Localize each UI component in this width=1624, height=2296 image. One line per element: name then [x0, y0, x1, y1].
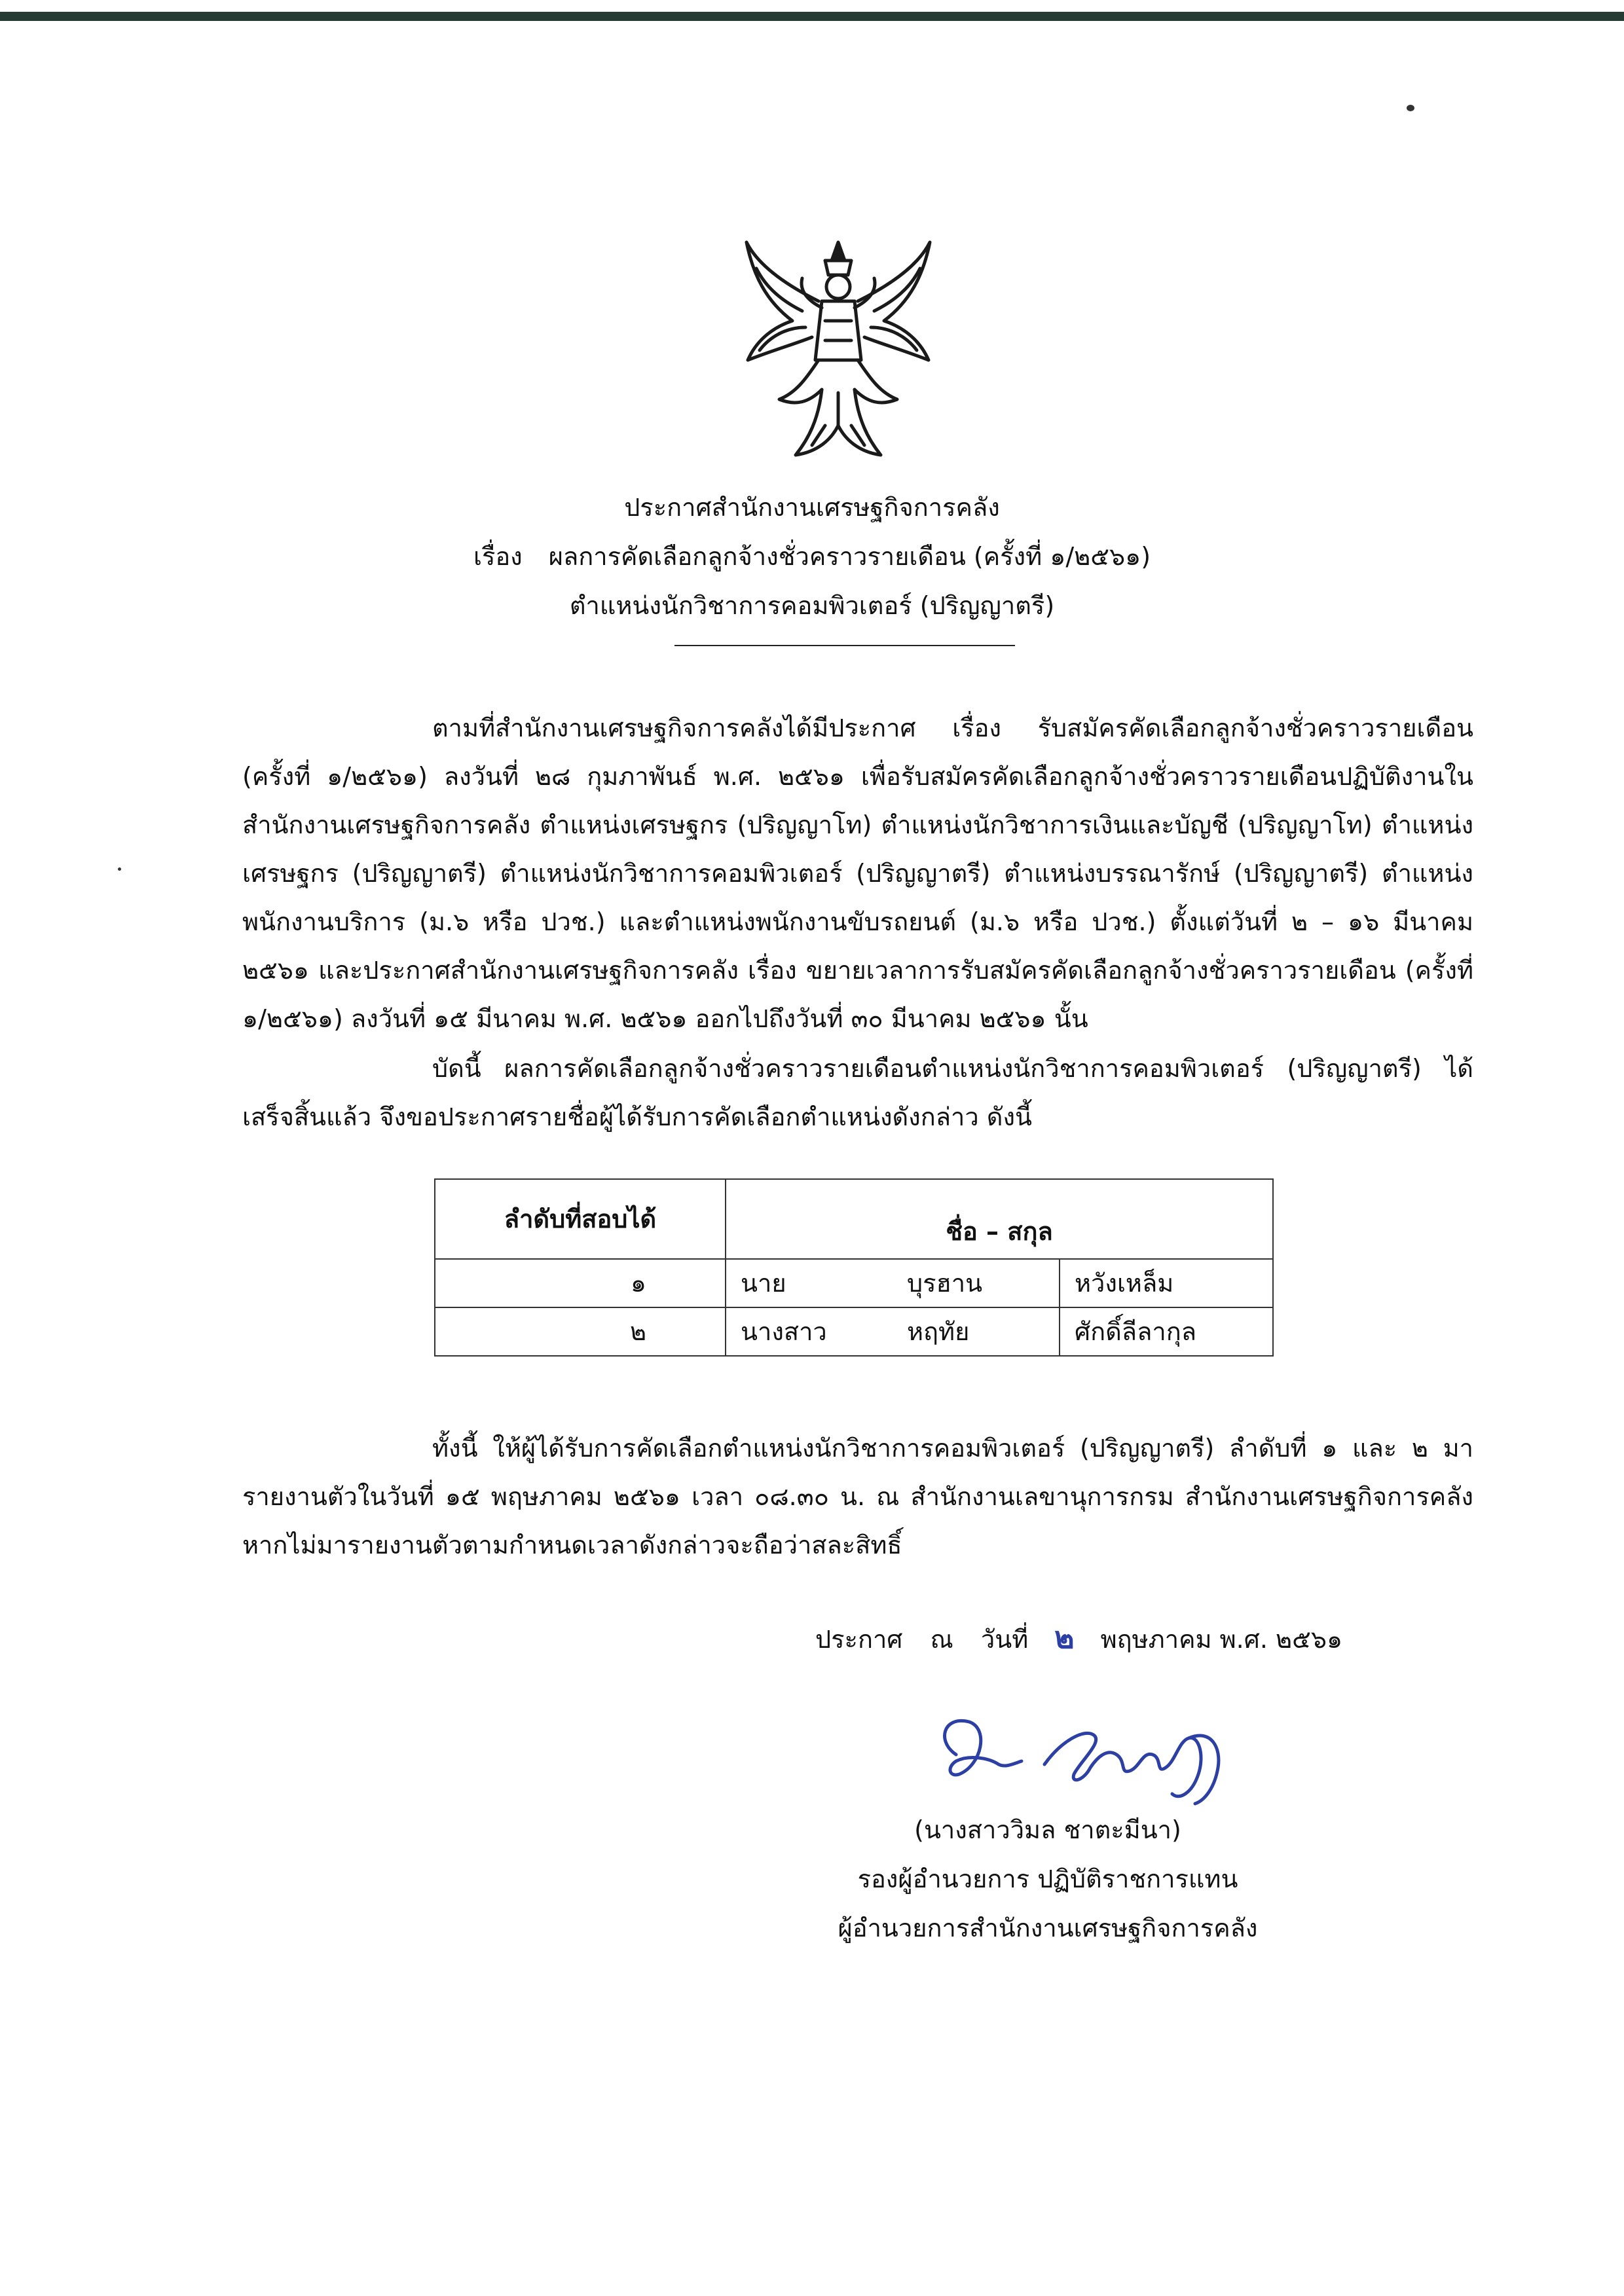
last-name-cell: ศักดิ์ลีลากุล	[1060, 1307, 1273, 1356]
announcement-date	[815, 1614, 1342, 1662]
first-name-cell: หฤทัย	[893, 1307, 1060, 1356]
scan-speck	[118, 867, 121, 871]
scan-top-edge	[0, 12, 1624, 21]
column-header-rank: ลำดับที่สอบได้	[435, 1179, 726, 1259]
table-row	[435, 1259, 1273, 1307]
day-label: วันที่	[980, 1625, 1029, 1654]
announcement-title: ประกาศสำนักงานเศรษฐกิจการคลัง	[624, 493, 1000, 522]
announcement-subject	[0, 537, 1624, 577]
handwritten-day: ๒	[1054, 1620, 1075, 1655]
signer-role: รองผู้อำนวยการ ปฏิบัติราชการแทน	[857, 1865, 1238, 1893]
table-row	[435, 1307, 1273, 1356]
first-name-cell: บุรฮาน	[893, 1259, 1060, 1307]
title-cell: นาย	[726, 1259, 893, 1307]
column-header-name: ชื่อ – สกุล	[726, 1179, 1273, 1259]
signer-organization: ผู้อำนวยการสำนักงานเศรษฐกิจการคลัง	[838, 1914, 1258, 1942]
title-cell: นางสาว	[726, 1307, 893, 1356]
month-year: พฤษภาคม พ.ศ. ๒๕๖๑	[1100, 1625, 1343, 1654]
announce-word: ประกาศ	[815, 1625, 903, 1654]
position-title: ตำแหน่งนักวิชาการคอมพิวเตอร์ (ปริญญาตรี)	[569, 591, 1055, 620]
body-paragraph-2: บัดนี้ ผลการคัดเลือกลูกจ้างชั่วคราวรายเดือนตำแหน่งนักวิชาการคอมพิวเตอร์ (ปริญญาตรี) ได้เสร็จสิ้นแล้ว จึงขอประกาศรายชื่อผู้ได้รับการคัดเลือกตำแหน่งดังกล่าว ดังนี้	[242, 1054, 1473, 1131]
at-word: ณ	[930, 1625, 953, 1654]
garuda-emblem	[733, 229, 943, 471]
subject-text: ผลการคัดเลือกลูกจ้างชั่วคราวรายเดือน (ครั้งที่ ๑/๒๕๖๑)	[548, 542, 1151, 571]
rank-cell: ๑	[435, 1259, 726, 1307]
scan-speck	[1407, 105, 1414, 111]
title-divider	[674, 645, 1015, 646]
signer-name: (นางสาววิมล ชาตะมีนา)	[914, 1815, 1181, 1844]
rank-cell: ๒	[435, 1307, 726, 1356]
results-table	[434, 1178, 1274, 1357]
body-paragraph-1: ตามที่สำนักงานเศรษฐกิจการคลังได้มีประกาศ เรื่อง รับสมัครคัดเลือกลูกจ้างชั่วคราวรายเดือน (ครั้งที่ ๑/๒๕๖๑) ลงวันที่ ๒๘ กุมภาพันธ์ พ.ศ. ๒๕๖๑ เพื่อรับสมัครคัดเลือกลูกจ้างชั่วคราวรายเดือนปฏิบัติงานในสำนักงานเศรษฐกิจการคลัง ตำแหน่งเศรษฐกร (ปริญญาโท) ตำแหน่งนักวิชาการเงินและบัญชี (ปริญญาโท) ตำแหน่งเศรษฐกร (ปริญญาตรี) ตำแหน่งนักวิชาการคอมพิวเตอร์ (ปริญญาตรี) ตำแหน่งบรรณารักษ์ (ปริญญาตรี) ตำแหน่งพนักงานบริการ (ม.๖ หรือ ปวช.) และตำแหน่งพนักงานขับรถยนต์ (ม.๖ หรือ ปวช.) ตั้งแต่วันที่ ๒ – ๑๖ มีนาคม ๒๕๖๑ และประกาศสำนักงานเศรษฐกิจการคลัง เรื่อง ขยายเวลาการรับสมัครคัดเลือกลูกจ้างชั่วคราวรายเดือน (ครั้งที่ ๑/๒๕๖๑) ลงวันที่ ๑๕ มีนาคม พ.ศ. ๒๕๖๑ ออกไปถึงวันที่ ๓๐ มีนาคม ๒๕๖๑ นั้น	[242, 714, 1473, 1033]
body-paragraph-3: ทั้งนี้ ให้ผู้ได้รับการคัดเลือกตำแหน่งนักวิชาการคอมพิวเตอร์ (ปริญญาตรี) ลำดับที่ ๑ และ ๒ มารายงานตัวในวันที่ ๑๕ พฤษภาคม ๒๕๖๑ เวลา ๐๘.๓๐ น. ณ สำนักงานเลขานุการกรม สำนักงานเศรษฐกิจการคลัง หากไม่มารายงานตัวตามกำหนดเวลาดังกล่าวจะถือว่าสละสิทธิ์	[242, 1434, 1473, 1559]
handwritten-signature	[930, 1702, 1244, 1807]
last-name-cell: หวังเหล็ม	[1060, 1259, 1273, 1307]
subject-label: เรื่อง	[473, 542, 523, 571]
